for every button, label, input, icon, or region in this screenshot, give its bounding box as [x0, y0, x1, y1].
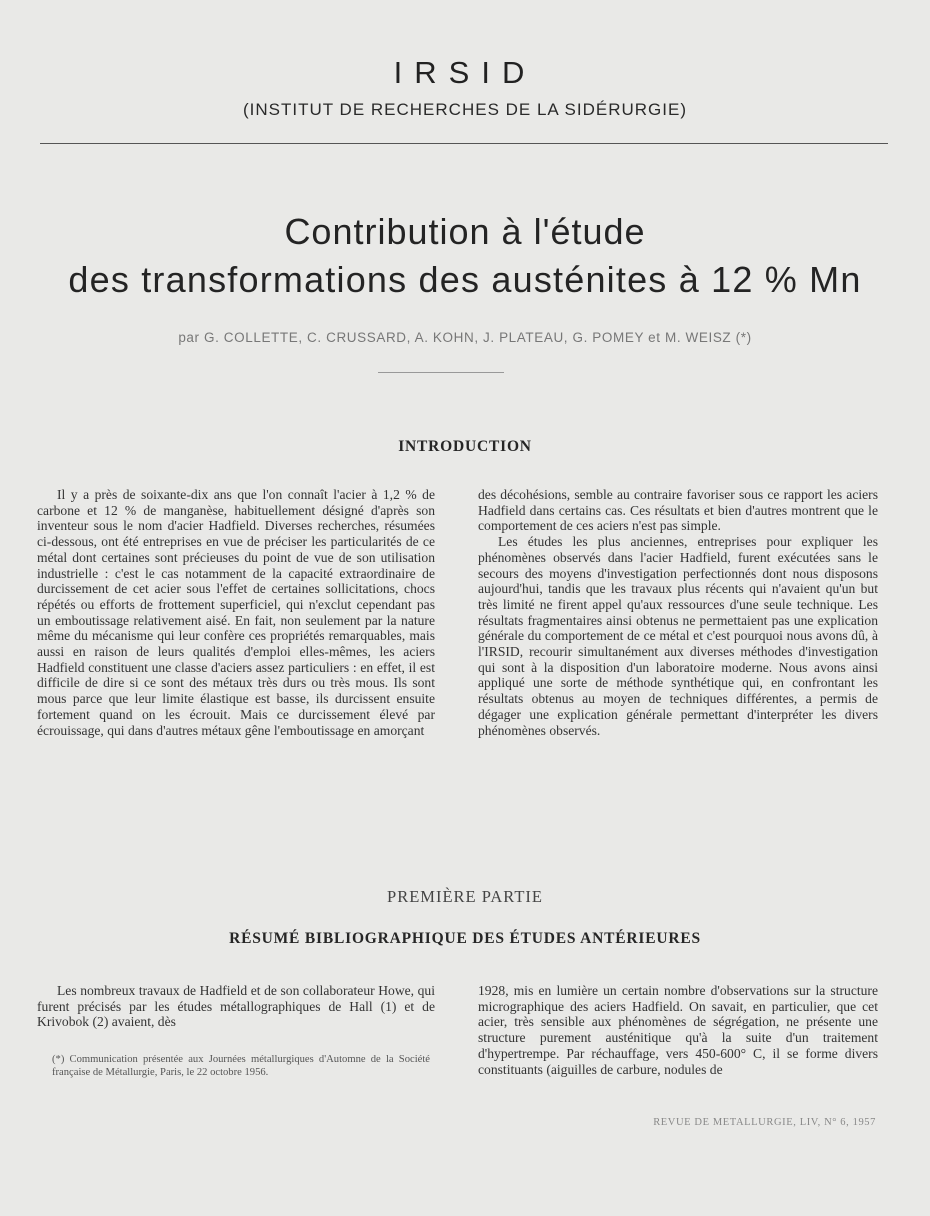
section-column-right: [478, 983, 878, 1077]
title-divider: [378, 372, 504, 373]
part-label: PREMIÈRE PARTIE: [387, 887, 543, 906]
introduction-column-left: [37, 487, 435, 738]
masthead-title: IRSID: [393, 55, 537, 90]
section-column-left: [37, 983, 435, 1030]
paragraph: 1928, mis en lumière un certain nombre d'observations sur la structure micrographique des aciers Hadfield. On savait, en particulier, que cet acier, très sensible aux phénomènes de ségrégation, ne présente une structure purement austénitique qu'à la suite d'un traitement d'hypertrempe. Par réchauffage, vers 450-600° C, il se forme divers constituants (aiguilles de carbure, nodules de: [478, 983, 878, 1077]
masthead-rule: [40, 143, 888, 144]
introduction-column-right: [478, 487, 878, 738]
paragraph: Il y a près de soixante-dix ans que l'on connaît l'acier à 1,2 % de carbone et 12 % de manganèse, habituellement désigné d'après son inventeur sous le nom d'acier Hadfield. Diverses recherches, résumées ci-dessous, ont été entreprises en vue de préciser les particularités de ce métal dont certaines sont précieuses du point de vue de son utilisation industrielle : c'est le cas notamment de la capacité extraordinaire de durcissement de cet acier sous l'effet de certaines sollicitations, chocs répétés ou efforts de frottement superficiel, qui n'exclut cependant pas un emboutissage relativement aisé. En fait, non seulement par la nature même du mécanisme qui leur confère ces propriétés remarquables, mais aussi en raison de leurs qualités d'emploi elles-mêmes, les aciers Hadfield constituent une classe d'aciers assez particuliers : en effet, il est difficile de dire si ce sont des métaux très durs ou très mous. Ils sont mous parce que leur limite élastique est basse, ils durcissent ensuite fortement quand on les écrouit. Mais ce durcissement élevé par écrouissage, qui dans d'autres métaux gêne l'emboutissage en amorçant: [37, 487, 435, 738]
journal-footer: REVUE DE METALLURGIE, LIV, N° 6, 1957: [653, 1117, 876, 1128]
footnote: (*) Communication présentée aux Journées métallurgiques d'Automne de la Société française de Métallurgie, Paris, le 22 octobre 1956.: [52, 1054, 430, 1078]
introduction-heading: INTRODUCTION: [398, 438, 532, 455]
article-title-line1: Contribution à l'étude: [284, 211, 646, 252]
section-heading: RÉSUMÉ BIBLIOGRAPHIQUE DES ÉTUDES ANTÉRIEURES: [229, 930, 701, 947]
author-line: par G. COLLETTE, C. CRUSSARD, A. KOHN, J. PLATEAU, G. POMEY et M. WEISZ (*): [178, 330, 752, 345]
paragraph: des décohésions, semble au contraire favoriser sous ce rapport les aciers Hadfield dans certains cas. Ces résultats et bien d'autres montrent que le comportement de ces aciers n'est pas simple.: [478, 487, 878, 534]
paragraph: Les nombreux travaux de Hadfield et de son collaborateur Howe, qui furent précisés par les études métallographiques de Hall (1) et de Krivobok (2) avaient, dès: [37, 983, 435, 1030]
paragraph: Les études les plus anciennes, entreprises pour expliquer les phénomènes observés dans l'acier Hadfield, furent exécutées sans le secours des moyens d'investigation perfectionnés dont nous disposons aujourd'hui, tandis que les travaux plus récents qui n'avaient qu'un but très limité ne firent appel qu'aux ressources d'une seule technique. Les résultats fragmentaires ainsi obtenus ne permettaient pas une explication générale du comportement de ce métal et c'est pourquoi nous avons dû, à l'IRSID, recourir simultanément aux diverses méthodes d'investigation qui sont à la disposition d'un laboratoire moderne. Nous avons ainsi appliqué une sorte de méthode synthétique qui, en confrontant les résultats obtenus au moyen de techniques différentes, a permis de dégager une explication générale permettant d'interpréter les divers phénomènes observés.: [478, 534, 878, 738]
masthead-subtitle: (INSTITUT DE RECHERCHES DE LA SIDÉRURGIE): [242, 100, 688, 119]
article-title-line2: des transformations des austénites à 12 % Mn: [68, 259, 862, 300]
